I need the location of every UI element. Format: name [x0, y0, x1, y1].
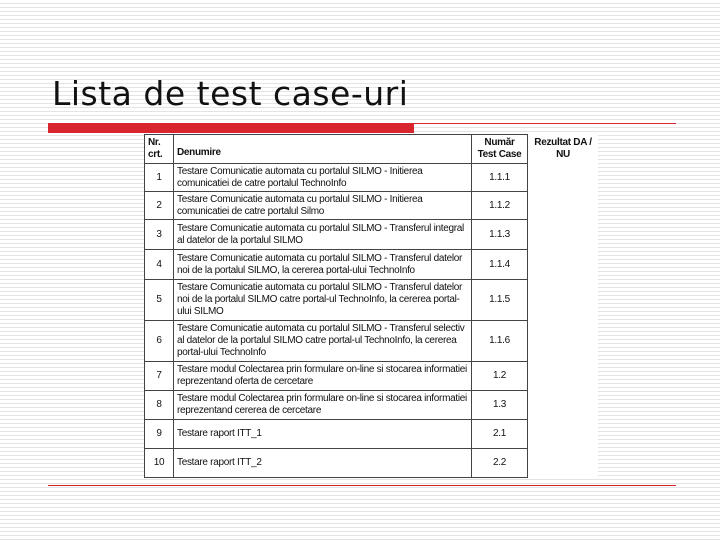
cell-rezultat [528, 280, 599, 321]
cell-numar-test-case: 1.3 [472, 390, 528, 419]
cell-denumire: Testare Comunicatie automata cu portalul SILMO - Transferul datelor noi de la portalul SILMO, la cererea portal-ului TechnoInfo [174, 250, 472, 280]
cell-rezultat [528, 250, 599, 280]
header-numar-test-case: Număr Test Case [472, 135, 528, 164]
header-denumire: Denumire [174, 135, 472, 164]
cell-denumire: Testare modul Colectarea prin formulare on-line si stocarea informatiei reprezentand oferta de cercetare [174, 361, 472, 390]
cell-denumire: Testare modul Colectarea prin formulare on-line si stocarea informatiei reprezentand cererea de cercetare [174, 390, 472, 419]
cell-nr: 6 [145, 320, 174, 361]
cell-rezultat [528, 361, 599, 390]
table-row [145, 419, 599, 448]
cell-rezultat [528, 220, 599, 250]
cell-nr: 7 [145, 361, 174, 390]
cell-rezultat [528, 192, 599, 220]
title-accent-line [414, 123, 676, 124]
cell-denumire: Testare Comunicatie automata cu portalul SILMO - Transferul integral al datelor de la portalul SILMO [174, 220, 472, 250]
header-rezultat: Rezultat DA / NU [534, 137, 592, 160]
cell-nr: 8 [145, 390, 174, 419]
cell-rezultat [528, 320, 599, 361]
table-row [145, 164, 599, 192]
table-row [145, 192, 599, 220]
table-row [145, 250, 599, 280]
cell-nr: 2 [145, 192, 174, 220]
cell-numar-test-case: 1.1.4 [472, 250, 528, 280]
cell-rezultat [528, 390, 599, 419]
table-row [145, 390, 599, 419]
cell-denumire: Testare Comunicatie automata cu portalul SILMO - Transferul selectiv al datelor de la portalul SILMO catre portal-ul TechnoInfo, la cererea portal-ului TechnoInfo [174, 320, 472, 361]
header-nr-crt: Nr. crt. [145, 135, 174, 164]
table-row [145, 320, 599, 361]
title-accent-bar [48, 123, 414, 133]
cell-denumire: Testare Comunicatie automata cu portalul SILMO - Transferul datelor noi de la portalul SILMO catre portal-ul TechnoInfo, la cererea portal-ului SILMO [174, 280, 472, 321]
cell-nr: 1 [145, 164, 174, 192]
cell-denumire: Testare raport ITT_2 [174, 448, 472, 477]
table-row [145, 361, 599, 390]
cell-rezultat [528, 164, 599, 192]
test-case-table-container [144, 134, 598, 478]
cell-nr: 5 [145, 280, 174, 321]
cell-nr: 4 [145, 250, 174, 280]
cell-numar-test-case: 2.2 [472, 448, 528, 477]
cell-nr: 9 [145, 419, 174, 448]
cell-numar-test-case: 1.1.3 [472, 220, 528, 250]
cell-numar-test-case: 1.1.2 [472, 192, 528, 220]
cell-numar-test-case: 2.1 [472, 419, 528, 448]
table-header-row [145, 135, 599, 164]
slide-title: Lista de test case-uri [52, 74, 409, 113]
table-row [145, 448, 599, 477]
cell-rezultat [528, 448, 599, 477]
bottom-divider-line [48, 485, 676, 486]
cell-denumire: Testare raport ITT_1 [174, 419, 472, 448]
test-case-table [144, 134, 599, 478]
cell-numar-test-case: 1.1.5 [472, 280, 528, 321]
cell-numar-test-case: 1.1.1 [472, 164, 528, 192]
cell-rezultat [528, 419, 599, 448]
cell-numar-test-case: 1.1.6 [472, 320, 528, 361]
cell-nr: 3 [145, 220, 174, 250]
cell-denumire: Testare Comunicatie automata cu portalul SILMO - Initierea comunicatiei de catre portalul TechnoInfo [174, 164, 472, 192]
table-row [145, 220, 599, 250]
table-body [145, 164, 599, 478]
cell-denumire: Testare Comunicatie automata cu portalul SILMO - Initierea comunicatiei de catre portalul Silmo [174, 192, 472, 220]
cell-nr: 10 [145, 448, 174, 477]
cell-numar-test-case: 1.2 [472, 361, 528, 390]
table-row [145, 280, 599, 321]
